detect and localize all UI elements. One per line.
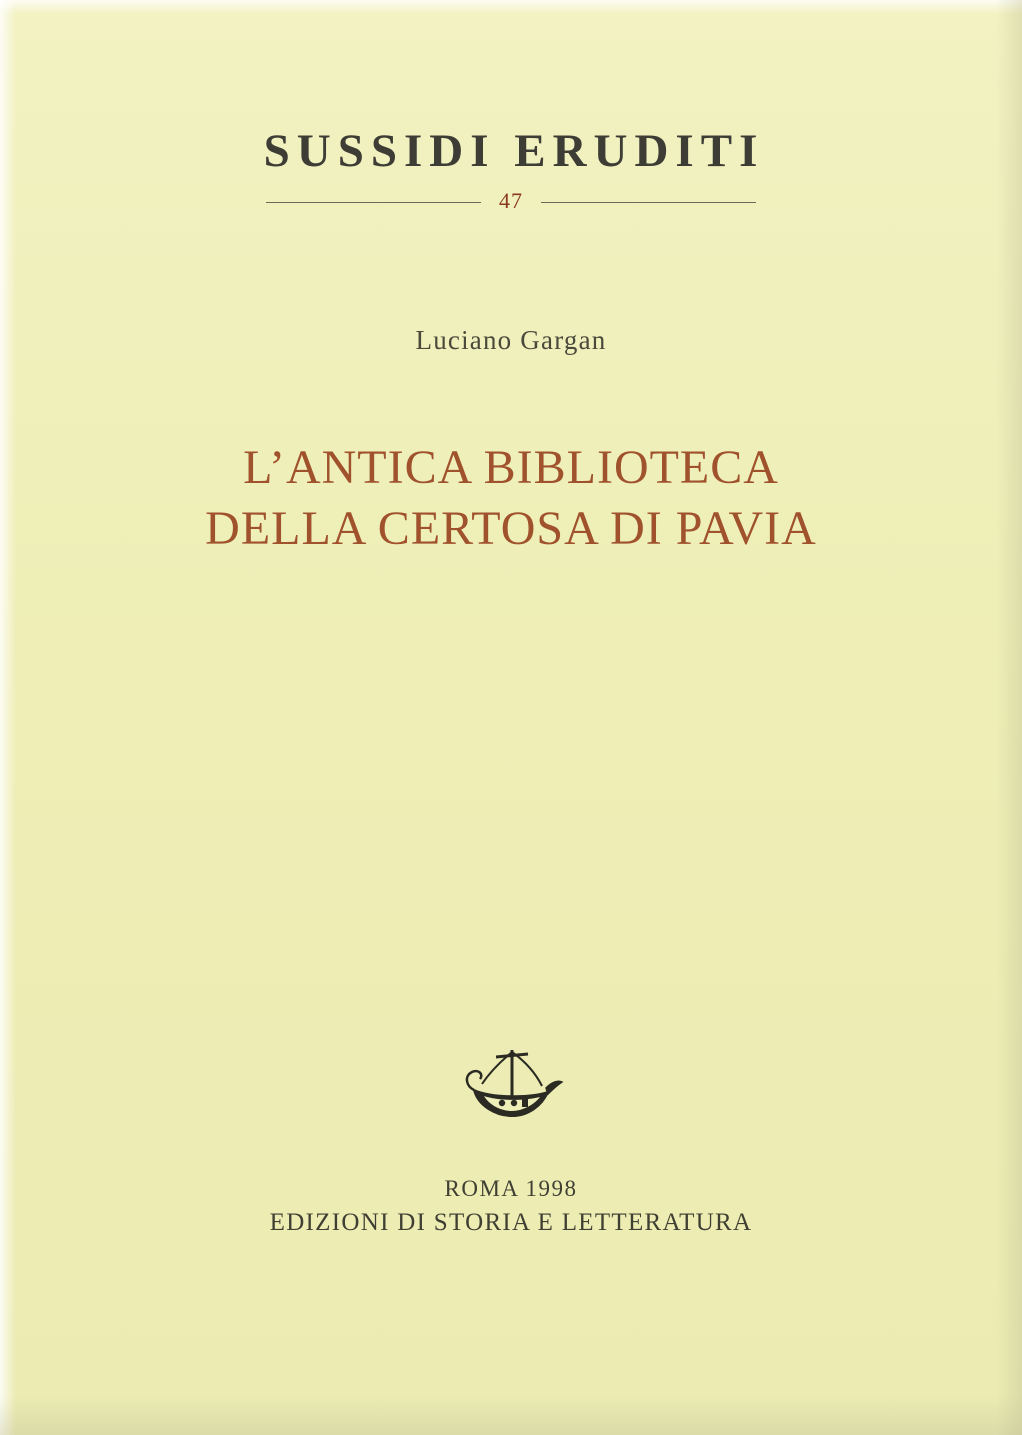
imprint-block bbox=[0, 1176, 1022, 1237]
title-line-2: DELLA CERTOSA DI PAVIA bbox=[205, 502, 817, 556]
series-block bbox=[0, 125, 1022, 215]
paper-edge-bottom bbox=[0, 1395, 1022, 1435]
series-number: 47 bbox=[499, 188, 523, 213]
imprint-place-year: ROMA 1998 bbox=[444, 1176, 578, 1201]
author-name: Luciano Gargan bbox=[415, 325, 607, 355]
rule-right bbox=[541, 202, 756, 203]
paper-edge-top bbox=[0, 0, 1022, 14]
rule-left bbox=[266, 202, 481, 203]
imprint-publisher: EDIZIONI DI STORIA E LETTERATURA bbox=[269, 1209, 753, 1236]
boat-logo-icon bbox=[456, 1040, 566, 1130]
series-number-row bbox=[0, 189, 1022, 215]
series-title: SUSSIDI ERUDITI bbox=[263, 125, 765, 177]
title-line-1: L’ANTICA BIBLIOTECA bbox=[243, 441, 779, 494]
page-title bbox=[0, 437, 1022, 560]
